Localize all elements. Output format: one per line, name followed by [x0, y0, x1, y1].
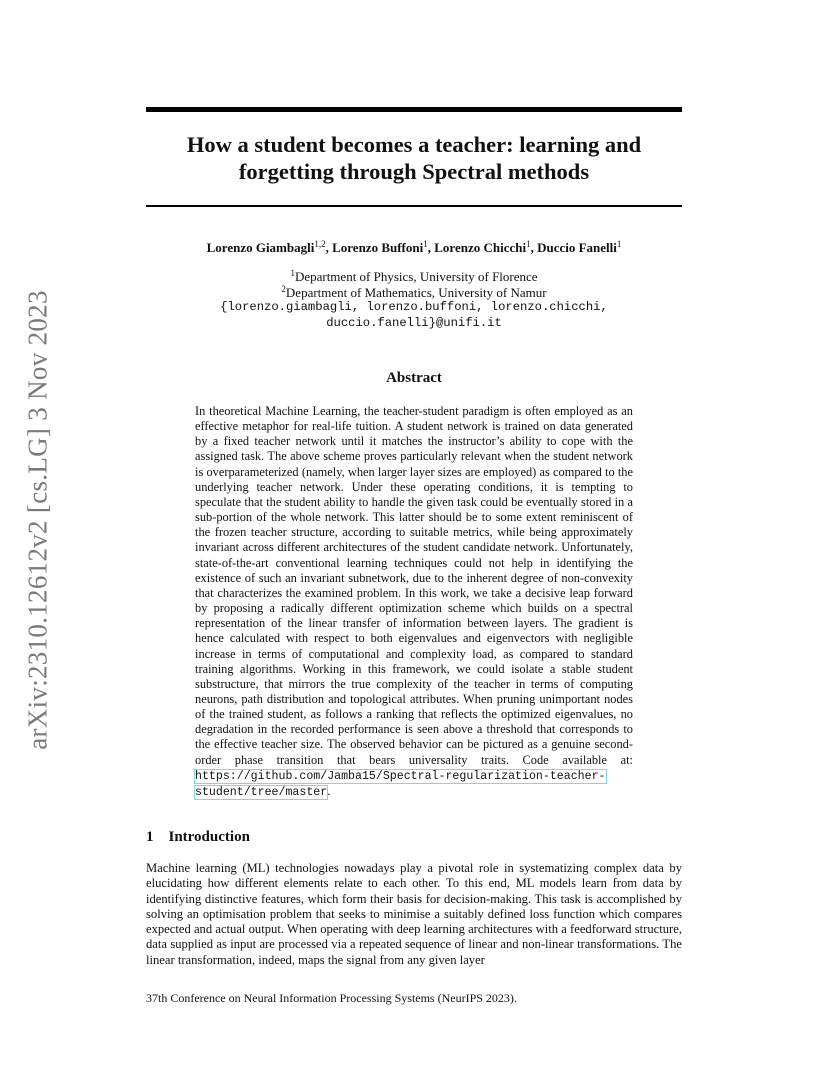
affiliation-1: $^1$Department of Physics, University of Florence	[290, 268, 538, 284]
author-name: Lorenzo Buffoni	[332, 240, 424, 255]
conference-footnote: 37th Conference on Neural Information Processing Systems (NeurIPS 2023).	[146, 991, 517, 1005]
title-line-2: forgetting through Spectral methods	[238, 159, 590, 184]
author-name: Lorenzo Chicchi	[434, 240, 527, 255]
introduction-body: Machine learning (ML) technologies nowadays play a pivotal role in systematizing complex data by elucidating how different elements relate to each other. To this end, ML models learn from data by identifying distinctive features, which form their basis for decision-making. This task is accomplished by solving an optimisation problem that seeks to minimise a suitably defined loss function which compares expected and actual output. When operating with deep learning architectures with a feedforward structure, data supplied as input are processed via a repeated sequence of linear and non-linear transformations. The linear transformation, indeed, maps the signal from any given layer	[146, 861, 682, 967]
affiliation-2: $^2$Department of Mathematics, University of Namur	[281, 283, 547, 300]
abstract-body	[195, 404, 633, 800]
author-emails-line-2: duccio.fanelli}@unifi.it	[326, 315, 502, 330]
section-title: Introduction	[168, 829, 250, 845]
title-line-1: How a student becomes a teacher: learning and	[186, 132, 642, 157]
code-repo-link[interactable]: https://github.com/Jamba15/Spectral-regularization-teacher-student/tree/master	[195, 769, 606, 799]
abstract-heading: Abstract	[386, 370, 442, 386]
arxiv-id: arXiv:2310.12612v2 [cs.LG] 3 Nov 2023	[22, 290, 53, 750]
author-affil-sup: 1	[423, 239, 428, 249]
section-number: 1	[146, 829, 154, 845]
affiliations	[146, 269, 682, 331]
abstract-text: In theoretical Machine Learning, the teacher-student paradigm is often employed as an effective metaphor for real-life tuition. A student network is trained on data generated by a fixed teacher network until it matches the instructor’s ability to cope with the assigned task. The above scheme proves particularly relevant when the student network is overparameterized (namely, when larger layer sizes are employed) as compared to the underlying teacher network. Under these operating conditions, it is tempting to speculate that the student ability to handle the given task could be eventually stored in a sub-portion of the whole network. This latter should be to some extent reminiscent of the frozen teacher structure, according to suitable metrics, while being approximately invariant across different architectures of the student candidate network. Unfortunately, state-of-the-art conventional learning techniques could not help in identifying the existence of such an invariant subnetwork, due to the inherent degree of non-convexity that characterizes the examined problem. In this work, we take a decisive leap forward by proposing a radically different optimization scheme which builds on a spectral representation of the linear transfer of information between layers. The gradient is hence calculated with respect to both eigenvalues and eigenvectors with negligible increase in terms of computational and complexity load, as compared to standard training algorithms. Working in this framework, we could isolate a stable student substructure, that mirrors the true complexity of the teacher in terms of computing neurons, path distribution and topological attributes. When pruning unimportant nodes of the trained student, as follows a ranking that reflects the optimized eigenvalues, no degradation in the recorded performance is seen above a threshold that corresponds to the effective teacher size. The observed behavior can be pictured as a genuine second-order phase transition that bears universality traits. Code available at:	[195, 404, 633, 767]
section-heading	[146, 829, 250, 846]
author-affil-sup: 1	[616, 239, 622, 249]
author-affil-sup: 1,2	[314, 239, 326, 249]
title-top-rule	[146, 107, 682, 112]
paper-title	[146, 131, 682, 185]
author-list: Lorenzo Giambagli$^{1,2}$, Lorenzo Buffoni$^1$, Lorenzo Chicchi$^1$, Duccio Fanelli$^1$	[206, 239, 622, 255]
author-name: Duccio Fanelli	[537, 240, 617, 255]
author-affil-sup: 1	[526, 239, 531, 249]
abstract-end: .	[327, 783, 331, 798]
author-emails-line-1: {lorenzo.giambagli, lorenzo.buffoni, lorenzo.chicchi,	[220, 300, 608, 314]
author-name: Lorenzo Giambagli	[206, 240, 315, 255]
title-bottom-rule	[146, 205, 682, 207]
